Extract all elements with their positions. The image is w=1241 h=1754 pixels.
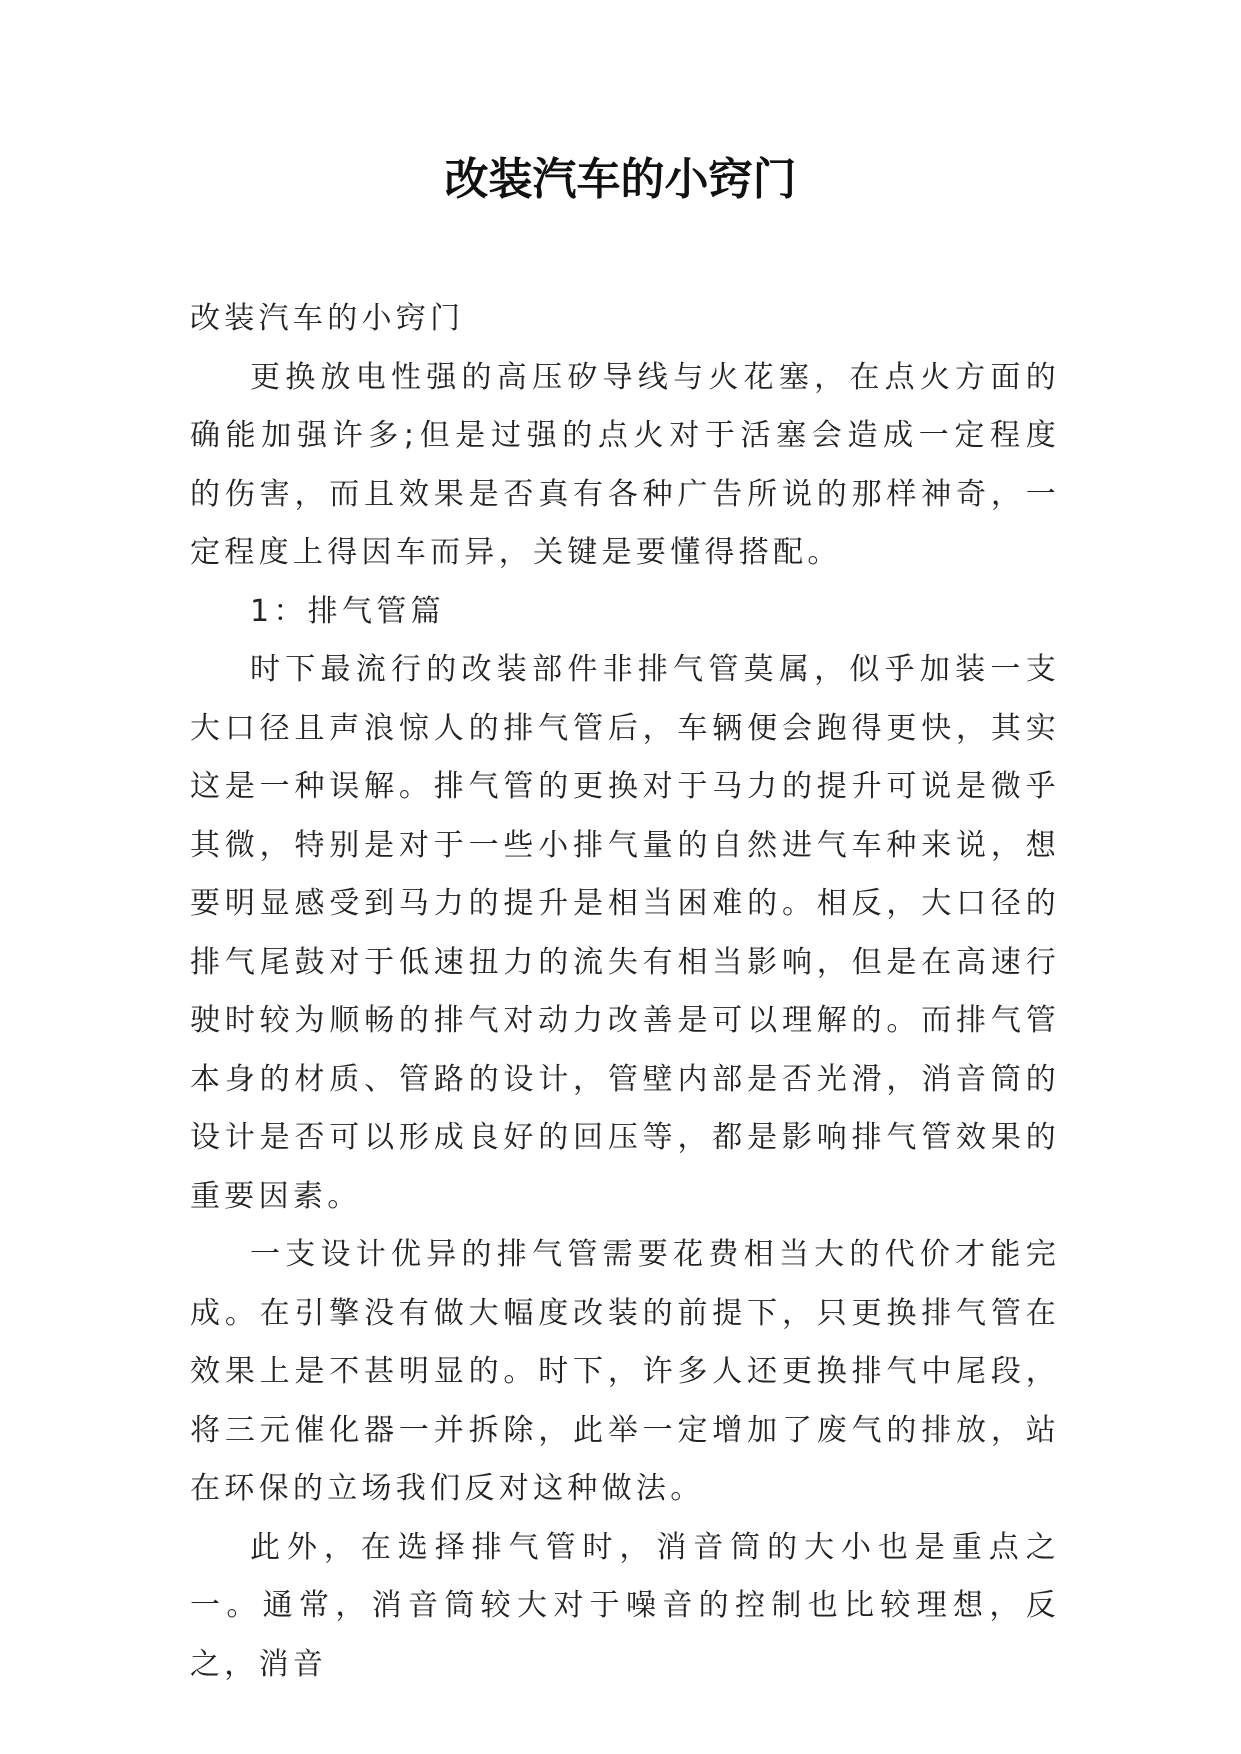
paragraph-exhaust-trend: 时下最流行的改装部件非排气管莫属，似乎加装一支大口径且声浪惊人的排气管后，车辆便会跑得更快，其实这是一种误解。排气管的更换对于马力的提升可说是微乎其微，特别是对于一些小排气量的自然进气车种来说，想要明显感受到马力的提升是相当困难的。相反，大口径的排气尾鼓对于低速扭力的流失有相当影响，但是在高速行驶时较为顺畅的排气对动力改善是可以理解的。而排气管本身的材质、管路的设计，管壁内部是否光滑，消音筒的设计是否可以形成良好的回压等，都是影响排气管效果的重要因素。: [190, 652, 1060, 1214]
paragraph-intro: 更换放电性强的高压矽导线与火花塞，在点火方面的确能加强许多;但是过强的点火对于活塞会造成一定程度的伤害，而且效果是否真有各种广告所说的那样神奇，一定程度上得因车而异，关键是要懂得搭配。: [190, 359, 1060, 570]
document-subtitle: 改装汽车的小窍门: [190, 301, 465, 336]
document-body: [190, 290, 1060, 1694]
paragraph-muffler: 此外，在选择排气管时，消音筒的大小也是重点之一。通常，消音筒较大对于噪音的控制也比较理想，反之，消音: [190, 1529, 1060, 1682]
document-title: 改装汽车的小窍门: [444, 154, 797, 205]
paragraph-exhaust-design: 一支设计优异的排气管需要花费相当大的代价才能完成。在引擎没有做大幅度改装的前提下，只更换排气管在效果上是不甚明显的。时下，许多人还更换排气中尾段，将三元催化器一并拆除，此举一定增加了废气的排放，站在环保的立场我们反对这种做法。: [190, 1237, 1060, 1506]
section-heading-exhaust: 1：排气管篇: [250, 593, 445, 629]
